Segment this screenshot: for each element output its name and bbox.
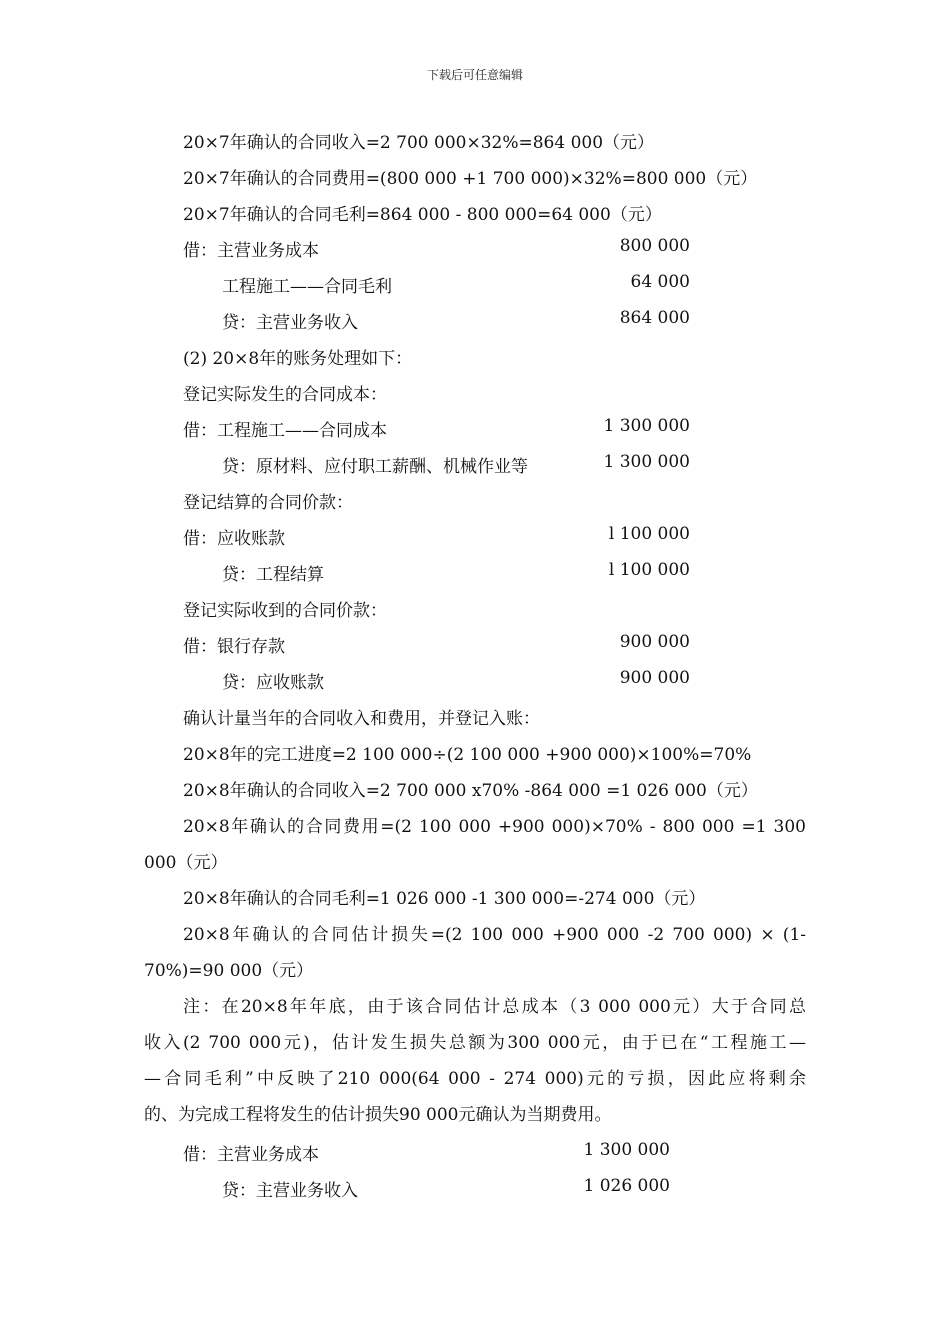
journal-amount: 800 000 [619, 236, 690, 256]
text-line: 20×7年确认的合同费用=(800 000 +1 700 000)×32%=800 000（元） [183, 169, 758, 189]
text-line: 20×8年确认的合同收入=2 700 000 x70% -864 000 =1 026 000（元） [183, 781, 758, 801]
journal-credit-line: 贷：原材料、应付职工薪酬、机械作业等 [222, 457, 528, 477]
journal-credit-line: 贷：工程结算 [222, 565, 324, 585]
journal-debit-line: 工程施工——合同毛利 [222, 277, 392, 297]
note-paragraph-line: 收入(2 700 000元)，估计发生损失总额为300 000元，由于已在“工程施工— [144, 1033, 806, 1053]
text-line: 20×8年确认的合同估计损失=(2 100 000 +900 000 -2 700 000) × (1- [183, 925, 806, 945]
page-header: 下载后可任意编辑 [426, 68, 523, 82]
journal-amount: l 100 000 [608, 524, 690, 544]
note-paragraph-line: 注：在20×8年年底，由于该合同估计总成本（3 000 000元）大于合同总 [183, 997, 806, 1017]
journal-debit-line: 借：工程施工——合同成本 [183, 421, 387, 441]
text-line: 登记实际发生的合同成本： [183, 385, 387, 405]
note-paragraph-line: 的、为完成工程将发生的估计损失90 000元确认为当期费用。 [144, 1105, 612, 1125]
text-line: 20×8年确认的合同费用=(2 100 000 +900 000)×70% - 800 000 =1 300 [183, 817, 806, 837]
journal-amount: 1 026 000 [583, 1176, 670, 1196]
journal-credit-line: 贷：主营业务收入 [222, 313, 358, 333]
text-line: 20×7年确认的合同收入=2 700 000×32%=864 000（元） [183, 133, 655, 153]
journal-debit-line: 借：主营业务成本 [183, 1145, 319, 1165]
journal-amount: 64 000 [630, 272, 690, 292]
journal-debit-line: 借：应收账款 [183, 529, 285, 549]
text-line: 20×7年确认的合同毛利=864 000 - 800 000=64 000（元） [183, 205, 662, 225]
note-paragraph-line: —合同毛利”中反映了210 000(64 000 - 274 000)元的亏损，因此应将剩余 [144, 1069, 806, 1089]
journal-debit-line: 借：银行存款 [183, 637, 285, 657]
journal-amount: 1 300 000 [603, 452, 690, 472]
journal-credit-line: 贷：应收账款 [222, 673, 324, 693]
text-line: 登记结算的合同价款： [183, 493, 353, 513]
journal-amount: 1 300 000 [583, 1140, 670, 1160]
text-line: 000（元） [144, 853, 228, 873]
journal-debit-line: 借：主营业务成本 [183, 241, 319, 261]
journal-credit-line: 贷：主营业务收入 [222, 1181, 358, 1201]
text-line: 确认计量当年的合同收入和费用，并登记入账： [183, 709, 540, 729]
text-line: 20×8年确认的合同毛利=1 026 000 -1 300 000=-274 000（元） [183, 889, 706, 909]
journal-amount: 900 000 [619, 668, 690, 688]
journal-amount: 1 300 000 [603, 416, 690, 436]
journal-amount: l 100 000 [608, 560, 690, 580]
section-heading: (2) 20×8年的账务处理如下： [183, 349, 413, 369]
text-line: 70%)=90 000（元） [144, 961, 314, 981]
text-line: 登记实际收到的合同价款： [183, 601, 387, 621]
journal-amount: 864 000 [619, 308, 690, 328]
journal-amount: 900 000 [619, 632, 690, 652]
text-line: 20×8年的完工进度=2 100 000÷(2 100 000 +900 000)×100%=70% [183, 745, 752, 765]
